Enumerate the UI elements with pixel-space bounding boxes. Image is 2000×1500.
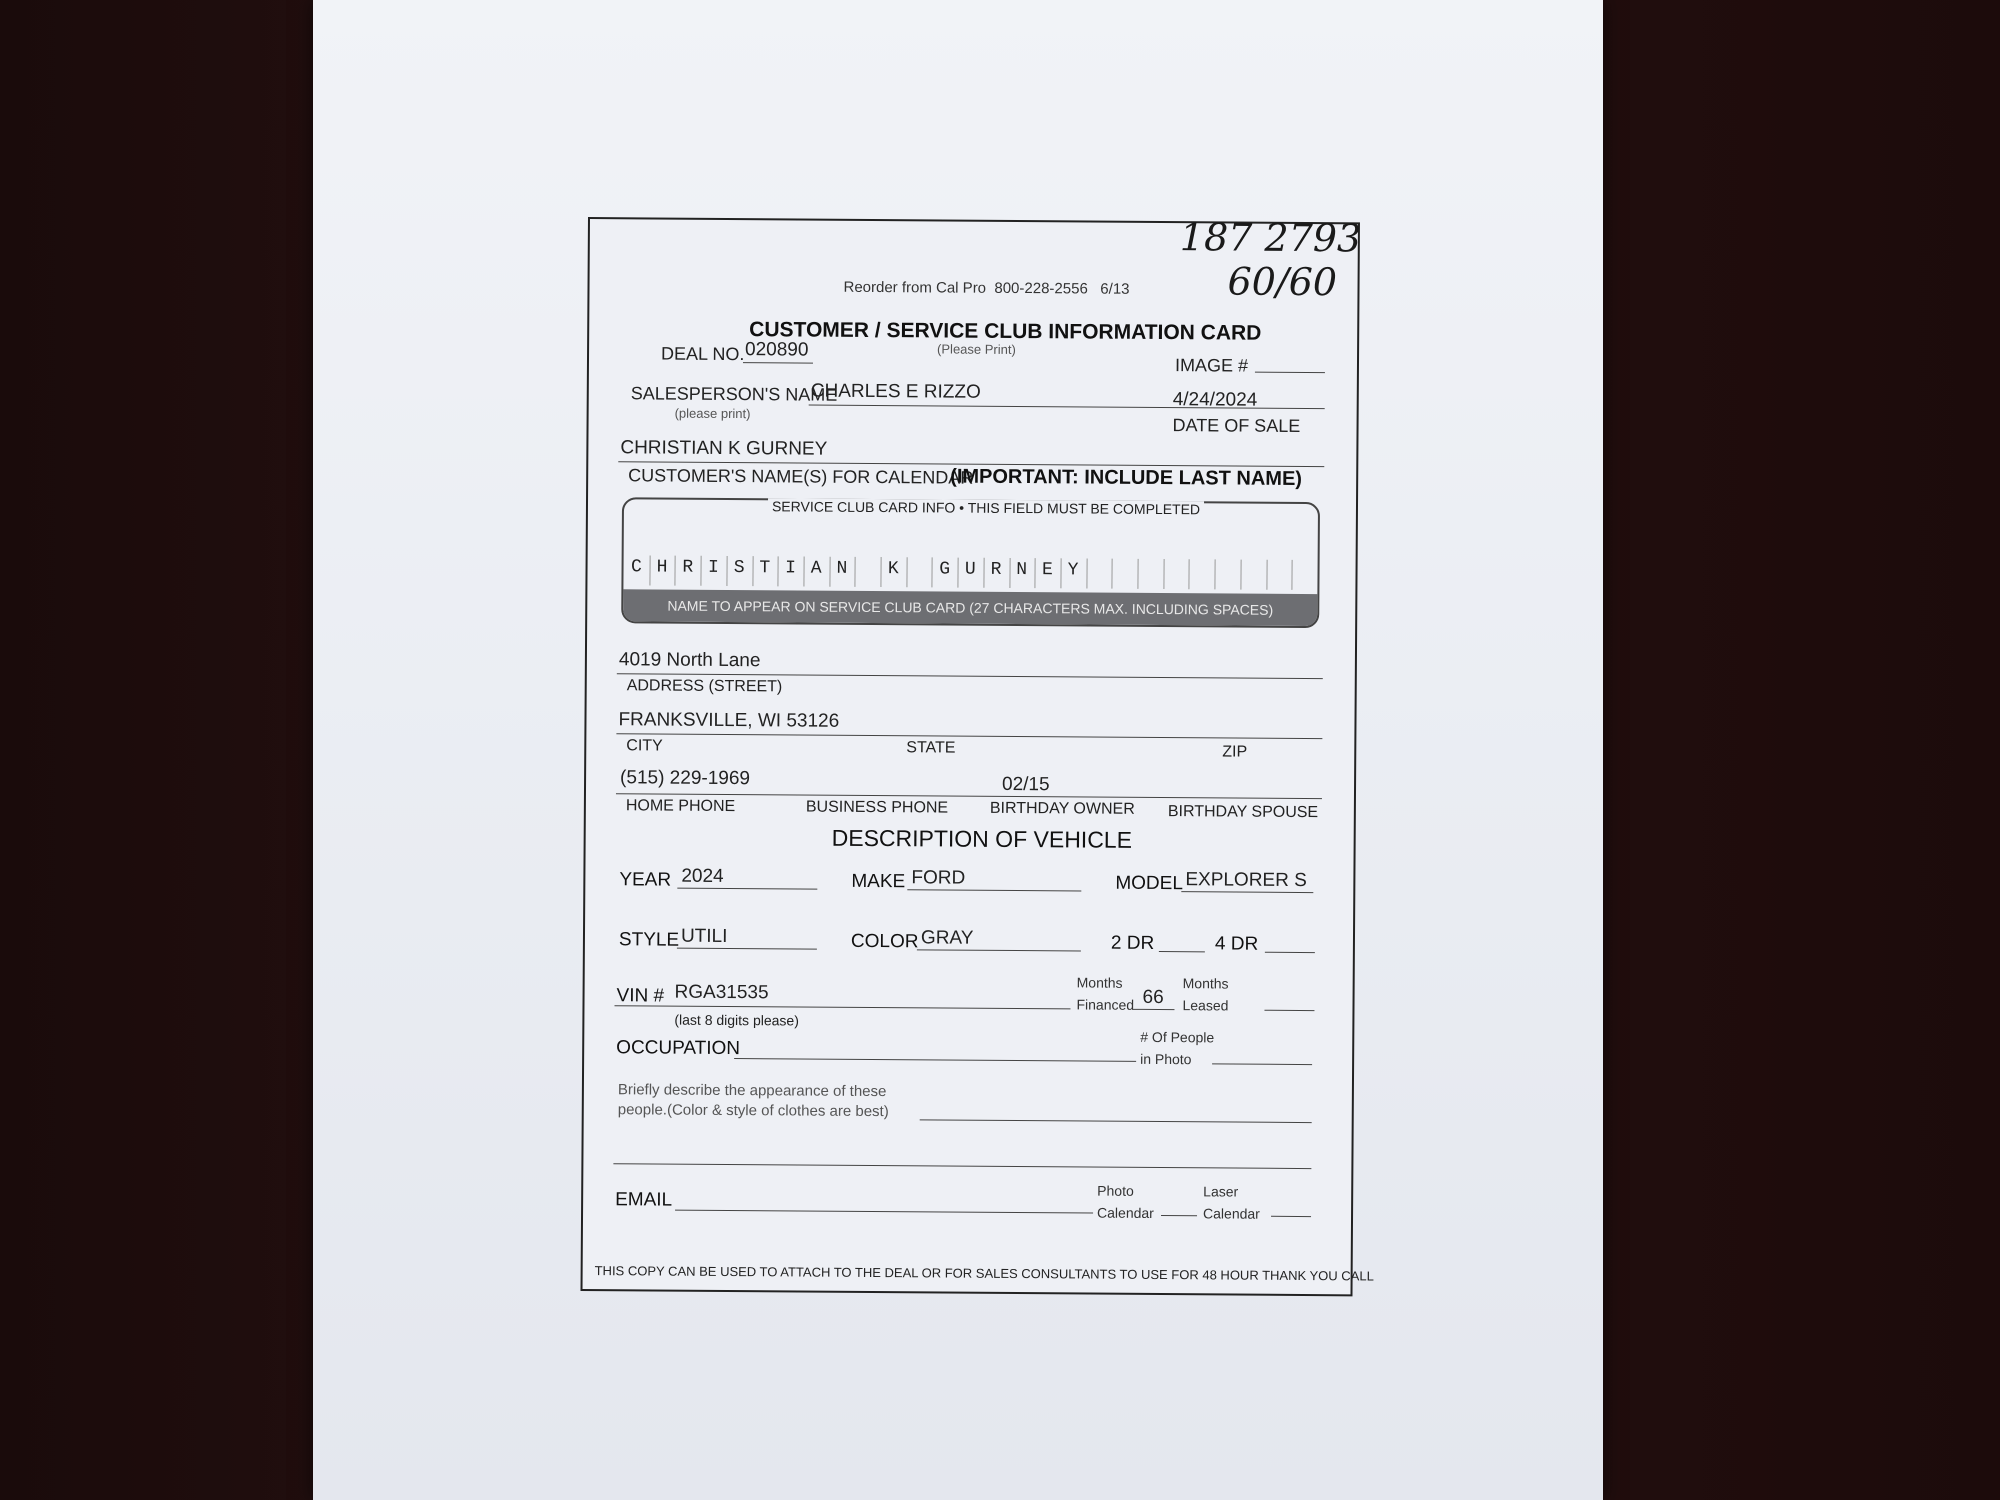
image-line (1255, 372, 1325, 373)
salesperson-value: CHARLES E RIZZO (810, 380, 981, 403)
home-phone-value: (515) 229-1969 (620, 767, 751, 790)
model-line (1181, 891, 1313, 893)
vin-line (614, 1005, 1070, 1009)
service-club-header: SERVICE CLUB CARD INFO • THIS FIELD MUST BE COMPLETED (768, 498, 1204, 517)
service-club-char: R (682, 557, 694, 578)
two-door-label: 2 DR (1110, 932, 1155, 954)
service-club-char: A (810, 558, 822, 579)
service-club-char (1137, 561, 1163, 581)
service-club-char: R (990, 559, 1002, 580)
salesperson-sublabel: (please print) (674, 405, 751, 422)
birthday-owner-label: BIRTHDAY OWNER (989, 799, 1135, 818)
vin-value: RGA31535 (674, 981, 769, 1004)
describe-line-2: people.(Color & style of clothes are best) (617, 1101, 889, 1121)
style-line (677, 948, 817, 950)
birthday-spouse-label: BIRTHDAY SPOUSE (1167, 803, 1319, 822)
date-of-sale-value: 4/24/2024 (1172, 389, 1258, 411)
service-club-card (581, 215, 1374, 1296)
months-leased-line (1264, 1010, 1314, 1011)
service-club-char (1266, 562, 1292, 582)
style-label: STYLE (618, 929, 680, 951)
service-club-bar: NAME TO APPEAR ON SERVICE CLUB CARD (27 CHARACTERS MAX. INCLUDING SPACES) (623, 589, 1317, 626)
months-leased-label-2: Leased (1182, 997, 1229, 1014)
birthday-owner-value: 02/15 (1001, 773, 1050, 796)
service-club-char: E (1041, 560, 1053, 581)
model-label: MODEL (1115, 872, 1184, 895)
city-line (616, 733, 1322, 739)
service-club-char: I (785, 558, 796, 579)
service-club-char: K (887, 559, 899, 580)
service-club-char: N (836, 558, 848, 579)
describe-line-1: Briefly describe the appearance of these (617, 1081, 887, 1101)
please-print: (Please Print) (937, 341, 1016, 357)
photo-calendar-label-2: Calendar (1097, 1204, 1154, 1221)
handwritten-number: 187 2793 (1179, 215, 1362, 261)
customer-name-value: CHRISTIAN K GURNEY (620, 437, 828, 460)
service-club-name-characters (623, 557, 1317, 586)
year-line (677, 888, 817, 890)
photo-calendar-label-1: Photo (1097, 1182, 1134, 1199)
customer-important-note: (IMPORTANT: INCLUDE LAST NAME) (950, 465, 1303, 490)
service-club-char: Y (1067, 560, 1079, 581)
service-club-char: S (733, 558, 745, 579)
people-label-2: in Photo (1140, 1050, 1192, 1068)
service-club-char (1163, 561, 1189, 581)
service-club-char (1189, 561, 1215, 581)
handwritten-ratio: 60/60 (1227, 259, 1338, 305)
people-line (1212, 1063, 1312, 1065)
two-door-line (1159, 951, 1205, 952)
occupation-label: OCCUPATION (616, 1037, 741, 1060)
salesperson-label: SALESPERSON'S NAME (630, 383, 838, 405)
service-club-char (1291, 562, 1317, 582)
footer-note: THIS COPY CAN BE USED TO ATTACH TO THE DEAL OR FOR SALES CONSULTANTS TO USE FOR 48 HOUR THANK YOU CALL (594, 1263, 1374, 1284)
date-of-sale-label: DATE OF SALE (1172, 415, 1301, 436)
state-label: STATE (906, 739, 956, 757)
vehicle-section-title: DESCRIPTION OF VEHICLE (831, 824, 1133, 853)
vin-label: VIN # (616, 985, 665, 1007)
months-financed-value: 66 (1142, 986, 1164, 1009)
photo-calendar-line (1161, 1215, 1197, 1216)
make-line (907, 889, 1081, 891)
service-club-name-box (621, 497, 1320, 628)
service-club-char: I (707, 557, 719, 578)
service-club-char: U (964, 559, 976, 580)
four-door-line (1265, 952, 1315, 953)
reorder-text: Reorder from Cal Pro 800-228-2556 6/13 (843, 278, 1130, 298)
describe-line-a (920, 1119, 1312, 1123)
service-club-char (1112, 561, 1138, 581)
service-club-char: C (630, 557, 642, 578)
customer-name-label: CUSTOMER'S NAME(S) FOR CALENDAR (628, 465, 974, 488)
service-club-char (1214, 561, 1240, 581)
laser-calendar-label-2: Calendar (1203, 1205, 1260, 1222)
laser-calendar-label-1: Laser (1203, 1183, 1239, 1200)
vin-sublabel: (last 8 digits please) (674, 1011, 799, 1029)
make-value: FORD (911, 867, 966, 889)
address-value: 4019 North Lane (618, 649, 761, 672)
make-label: MAKE (851, 870, 906, 893)
service-club-char (1086, 560, 1112, 580)
service-club-char: G (939, 559, 951, 580)
home-phone-label: HOME PHONE (625, 797, 736, 816)
service-club-char: T (759, 558, 771, 579)
color-value: GRAY (920, 927, 974, 949)
laser-calendar-line (1271, 1216, 1311, 1217)
image-label: IMAGE # (1174, 355, 1249, 376)
months-financed-label-2: Financed (1076, 996, 1135, 1013)
deal-line (743, 362, 813, 363)
year-value: 2024 (681, 865, 724, 887)
color-label: COLOR (850, 930, 919, 953)
deal-label: DEAL NO. (660, 343, 745, 365)
occupation-line (734, 1058, 1136, 1062)
business-phone-label: BUSINESS PHONE (805, 798, 949, 817)
email-label: EMAIL (615, 1189, 673, 1211)
service-club-char: H (656, 557, 668, 578)
email-line (675, 1210, 1093, 1214)
service-club-char (855, 559, 881, 579)
service-club-char: N (1016, 559, 1028, 581)
service-club-char (906, 559, 932, 579)
city-value: FRANKSVILLE, WI 53126 (618, 709, 840, 732)
model-value: EXPLORER S (1185, 869, 1307, 892)
style-value: UTILI (680, 925, 728, 947)
city-label: CITY (626, 737, 663, 755)
zip-label: ZIP (1222, 743, 1248, 761)
color-line (917, 949, 1081, 951)
deal-value: 020890 (745, 339, 809, 361)
months-leased-label-1: Months (1182, 975, 1229, 992)
describe-line-b (613, 1163, 1311, 1169)
card-title: CUSTOMER / SERVICE CLUB INFORMATION CARD (749, 318, 1262, 345)
months-financed-label-1: Months (1076, 974, 1123, 991)
people-label-1: # Of People (1140, 1028, 1215, 1046)
four-door-label: 4 DR (1214, 933, 1259, 955)
service-club-char (1240, 562, 1266, 582)
months-financed-line (1132, 1009, 1174, 1010)
year-label: YEAR (619, 869, 672, 891)
address-label: ADDRESS (STREET) (626, 677, 783, 696)
